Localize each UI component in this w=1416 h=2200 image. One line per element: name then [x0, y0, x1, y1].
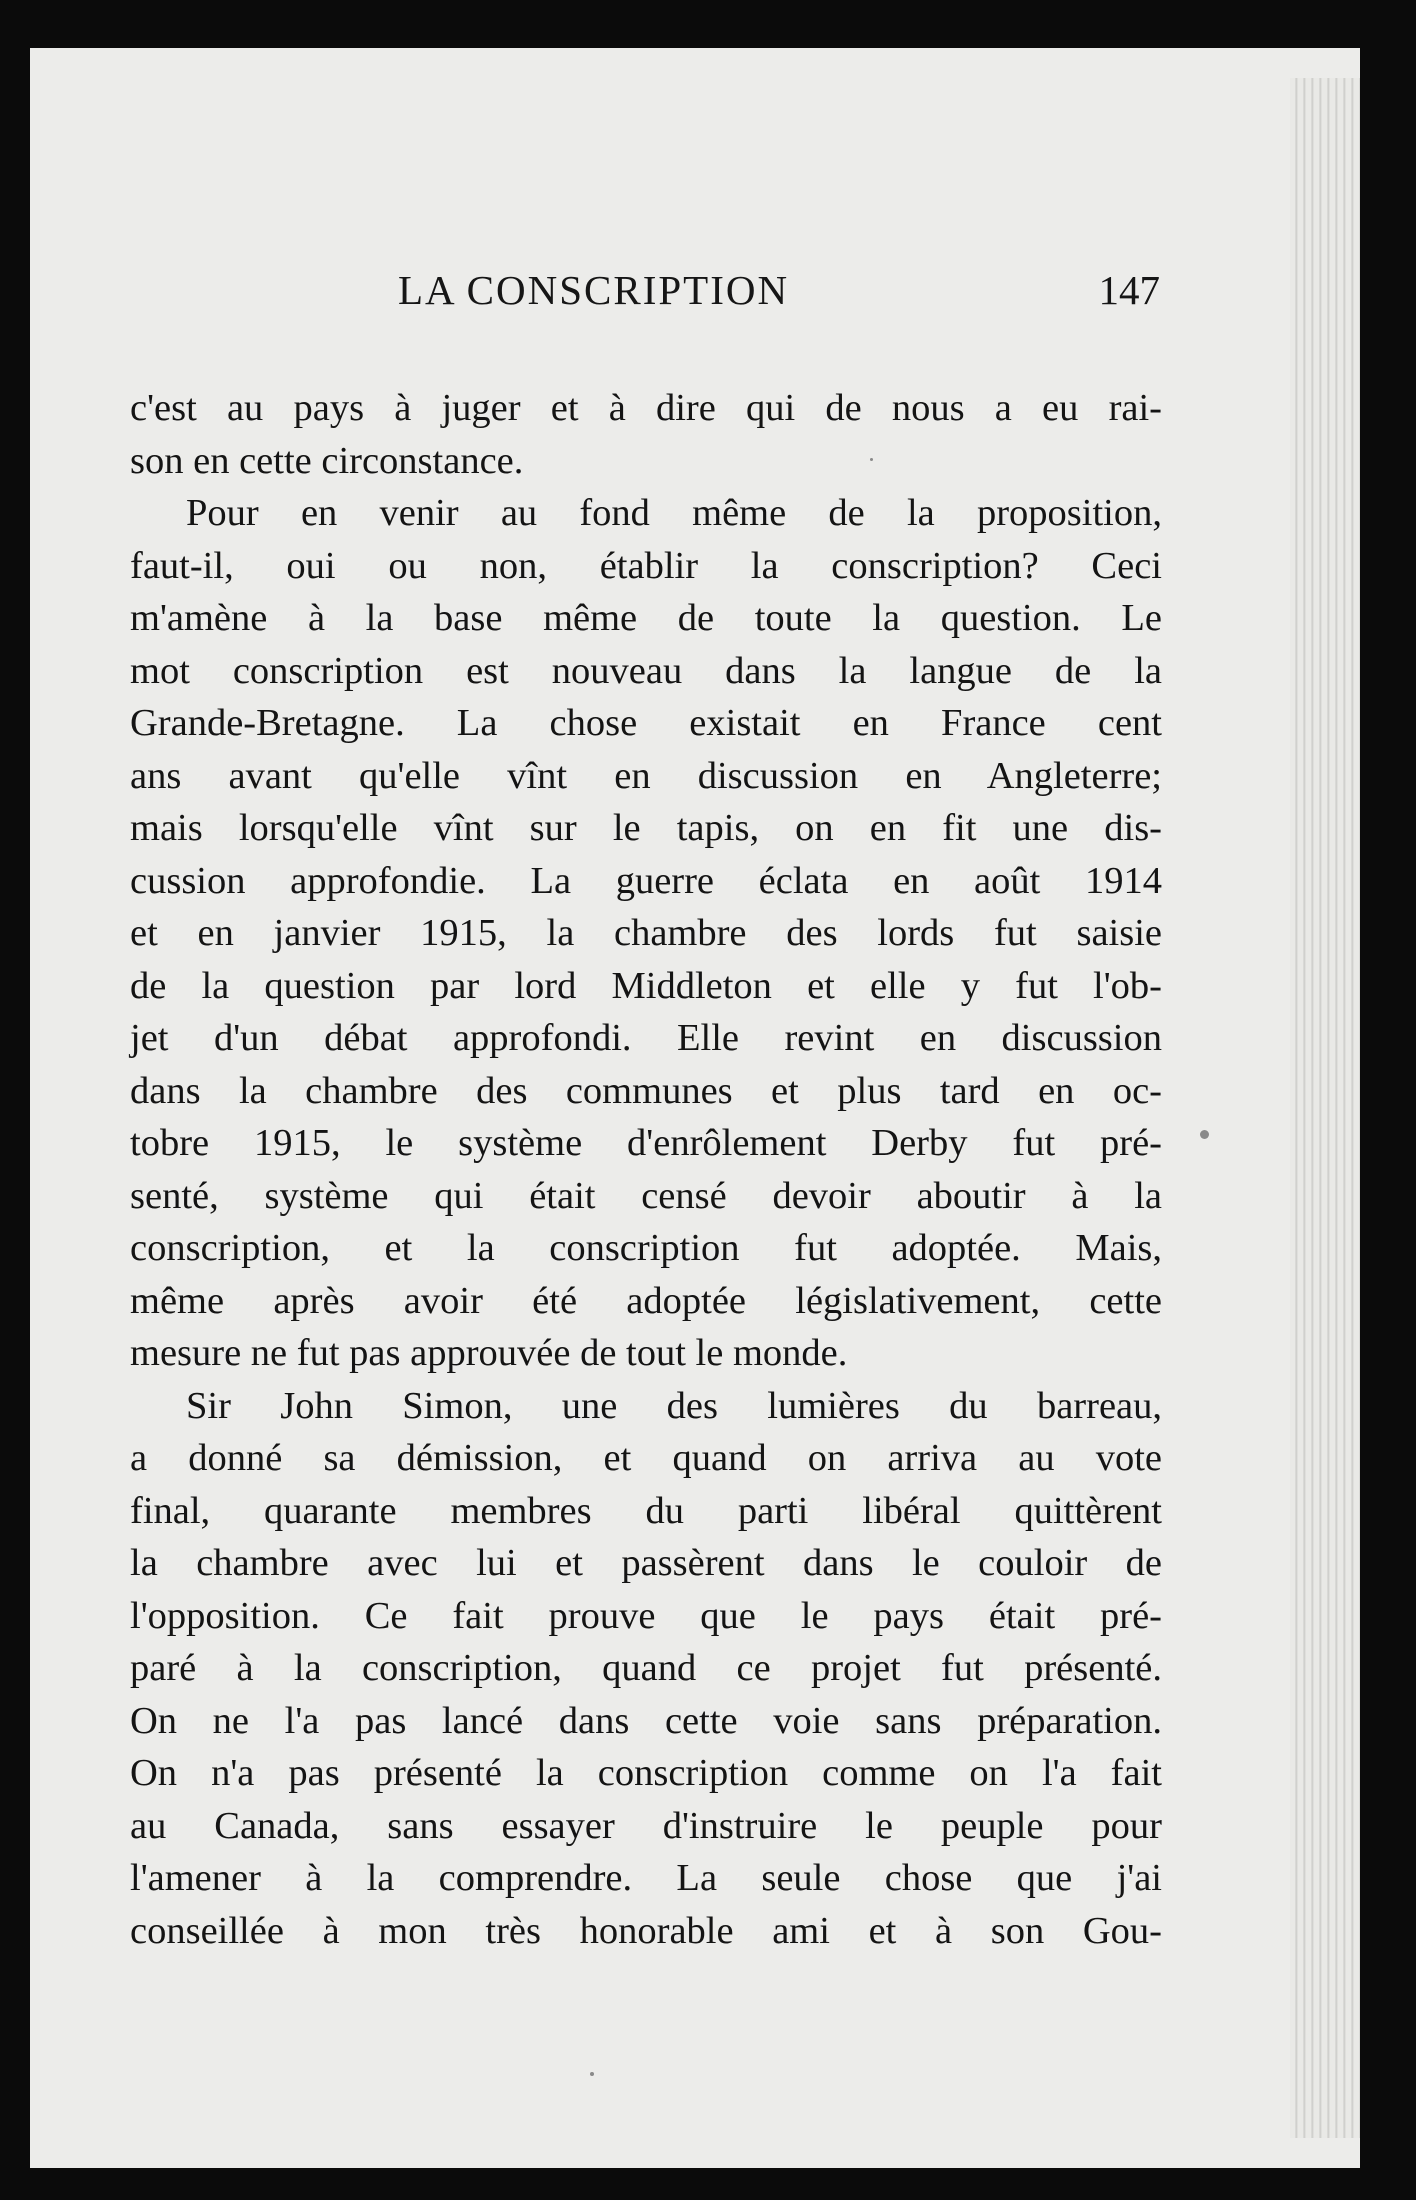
running-header — [30, 266, 1160, 346]
text-line: et en janvier 1915, la chambre des lords fut saisie — [130, 912, 1162, 954]
text-line: dans la chambre des communes et plus tard en oc- — [130, 1069, 1162, 1112]
text-line: au Canada, sans essayer d'instruire le peuple pour — [130, 1804, 1162, 1847]
scan-speck — [1200, 1130, 1209, 1139]
scan-speck — [590, 2072, 594, 2076]
text-line: senté, système qui était censé devoir aboutir à la — [130, 1174, 1162, 1217]
text-line: l'amener à la comprendre. La seule chose que j'ai — [130, 1857, 1162, 1899]
text-line: a donné sa démission, et quand on arriva au vote — [130, 1437, 1162, 1479]
text-line: c'est au pays à juger et à dire qui de nous a eu rai- — [130, 387, 1162, 429]
text-line: mot conscription est nouveau dans la langue de la — [130, 649, 1162, 692]
text-line: faut-il, oui ou non, établir la conscription? Ceci — [130, 544, 1162, 587]
text-line: son en cette circonstance. — [130, 439, 524, 482]
scan-speck — [870, 458, 873, 461]
text-line: On n'a pas présenté la conscription comme on l'a fait — [130, 1752, 1162, 1794]
text-line: l'opposition. Ce fait prouve que le pays était pré- — [130, 1594, 1162, 1637]
page-number: 147 — [1098, 267, 1160, 313]
page-edge — [1290, 78, 1360, 2138]
text-line: cussion approfondie. La guerre éclata en août 1914 — [130, 859, 1162, 902]
text-line: Grande-Bretagne. La chose existait en France cent — [130, 702, 1162, 744]
text-line: même après avoir été adoptée législativement, cette — [130, 1279, 1162, 1322]
text-line: conscription, et la conscription fut adoptée. Mais, — [130, 1227, 1162, 1269]
text-line: tobre 1915, le système d'enrôlement Derby fut pré- — [130, 1122, 1162, 1164]
text-line: Pour en venir au fond même de la proposition, — [186, 492, 1162, 534]
text-line: de la question par lord Middleton et elle y fut l'ob- — [130, 964, 1162, 1007]
text-line: mais lorsqu'elle vînt sur le tapis, on en fit une dis- — [130, 807, 1162, 849]
text-line: mesure ne fut pas approuvée de tout le monde. — [130, 1332, 848, 1374]
running-title: LA CONSCRIPTION — [398, 267, 790, 313]
text-line: On ne l'a pas lancé dans cette voie sans préparation. — [130, 1699, 1162, 1742]
text-line: conseillée à mon très honorable ami et à son Gou- — [130, 1909, 1162, 1952]
text-line: ans avant qu'elle vînt en discussion en Angleterre; — [130, 754, 1162, 797]
text-line: m'amène à la base même de toute la question. Le — [130, 597, 1162, 639]
text-line: jet d'un débat approfondi. Elle revint en discussion — [130, 1017, 1162, 1059]
text-line: Sir John Simon, une des lumières du barreau, — [186, 1384, 1162, 1427]
body-text — [130, 382, 1162, 1957]
text-line: final, quarante membres du parti libéral quittèrent — [130, 1489, 1162, 1532]
text-line: la chambre avec lui et passèrent dans le couloir de — [130, 1542, 1162, 1584]
text-line: paré à la conscription, quand ce projet fut présenté. — [130, 1647, 1162, 1689]
book-page — [30, 48, 1360, 2168]
